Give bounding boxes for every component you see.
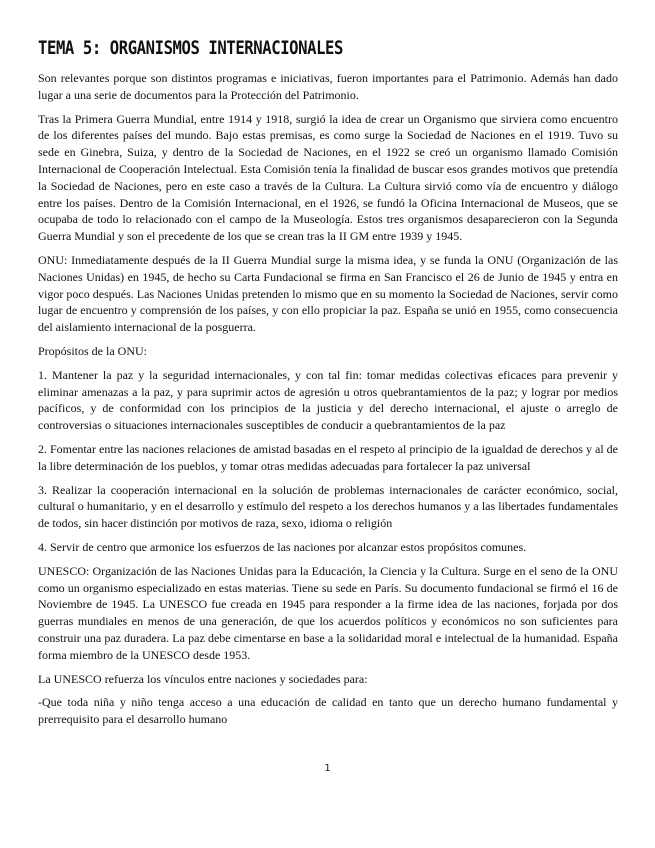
unesco-goals-heading: La UNESCO refuerza los vínculos entre naciones y sociedades para: <box>38 671 368 686</box>
page-content <box>38 36 618 735</box>
page-number: 1 <box>324 763 331 774</box>
purpose-3-paragraph: 3. Realizar la cooperación internacional en la solución de problemas internacionales de carácter económico, social, cultural o humanitario, y en el desarrollo y estímulo del respeto a los derechos humanos y a las libertades fundamentales de todos, sin hacer distinción por motivos de raza, sexo, idioma o religión <box>38 482 618 531</box>
onu-paragraph: ONU: Inmediatamente después de la II Guerra Mundial surge la misma idea, y se funda la ONU (Organización de las Naciones Unidas) en 1945, de hecho su Carta Fundacional se firma en San Francisco el 26 de Junio de 1945 y entra en vigor poco después. Las Naciones Unidas pretenden lo mismo que en su momento la Sociedad de Naciones, servir como lugar de encuentro y comprensión de los países, y con ello propiciar la paz. España se unió en 1955, como consecuencia del aislamiento internacional de la posguerra. <box>38 252 618 335</box>
unesco-paragraph: UNESCO: Organización de las Naciones Unidas para la Educación, la Ciencia y la Cultura. Surge en el seno de la ONU como un organismo especializado en estas materias. Tiene su sede en París. Su documento fundacional se firmó el 16 de Noviembre de 1945. La UNESCO fue creada en 1945 para responder a la firme idea de las naciones, forjada por dos guerras mundiales en menos de una generación, de que los acuerdos políticos y económicos no son suficientes para construir una paz duradera. La paz debe cimentarse en base a la solidaridad moral e intelectual de la humanidad. España forma miembro de la UNESCO desde 1953. <box>38 563 618 662</box>
purpose-2-paragraph: 2. Fomentar entre las naciones relaciones de amistad basadas en el respeto al principio de la igualdad de derechos y al de la libre determinación de los pueblos, y tomar otras medidas adecuadas para fortalecer la paz universal <box>38 441 618 473</box>
unesco-goal-1-paragraph: -Que toda niña y niño tenga acceso a una educación de calidad en tanto que un derecho humano fundamental y prerrequisito para el desarrollo humano <box>38 695 618 727</box>
intro-paragraph: Son relevantes porque son distintos programas e iniciativas, fueron importantes para el Patrimonio. Además han dado lugar a una serie de documentos para la Protección del Patrimonio. <box>38 71 618 102</box>
history-paragraph: Tras la Primera Guerra Mundial, entre 1914 y 1918, surgió la idea de crear un Organismo que sirviera como encuentro de los diferentes países del mundo. Bajo estas premisas, es como surge la Sociedad de Naciones en el 1919. Tuvo su sede en Ginebra, Suiza, y dentro de la Sociedad de Naciones, en el 1922 se creó un organismo llamado Comisión Internacional de Cooperación Intelectual. Esta Comisión tenía la finalidad de buscar esos grandes motivos que pretendía la Sociedad de Naciones, pero en este caso a través de la Cultura. La Cultura sirvió como vía de encuentro y diálogo entre los países. Dentro de la Comisión Internacional, en el 1926, se fundó la Oficina Internacional de Museos, que se ocupaba de todo lo relacionado con el campo de la Museología. Estos tres organismos desaparecieron con la Segunda Guerra Mundial y son el precedente de los que se crean tras la II GM entre 1939 y 1945. <box>38 111 618 244</box>
purpose-4-paragraph: 4. Servir de centro que armonice los esfuerzos de las naciones por alcanzar estos propósitos comunes. <box>38 539 527 554</box>
page-title: TEMA 5: ORGANISMOS INTERNACIONALES <box>38 37 343 59</box>
purpose-1-paragraph: 1. Mantener la paz y la seguridad internacionales, y con tal fin: tomar medidas colectivas eficaces para prevenir y eliminar amenazas a la paz, y para suprimir actos de agresión u otros quebrantamientos de la paz; y lograr por medios pacíficos, y de conformidad con los principios de la justicia y del derecho internacional, el ajuste o arreglo de controversias o situaciones internacionales susceptibles de conducir a quebrantamientos de la paz <box>38 367 618 433</box>
onu-purposes-heading: Propósitos de la ONU: <box>38 343 147 358</box>
